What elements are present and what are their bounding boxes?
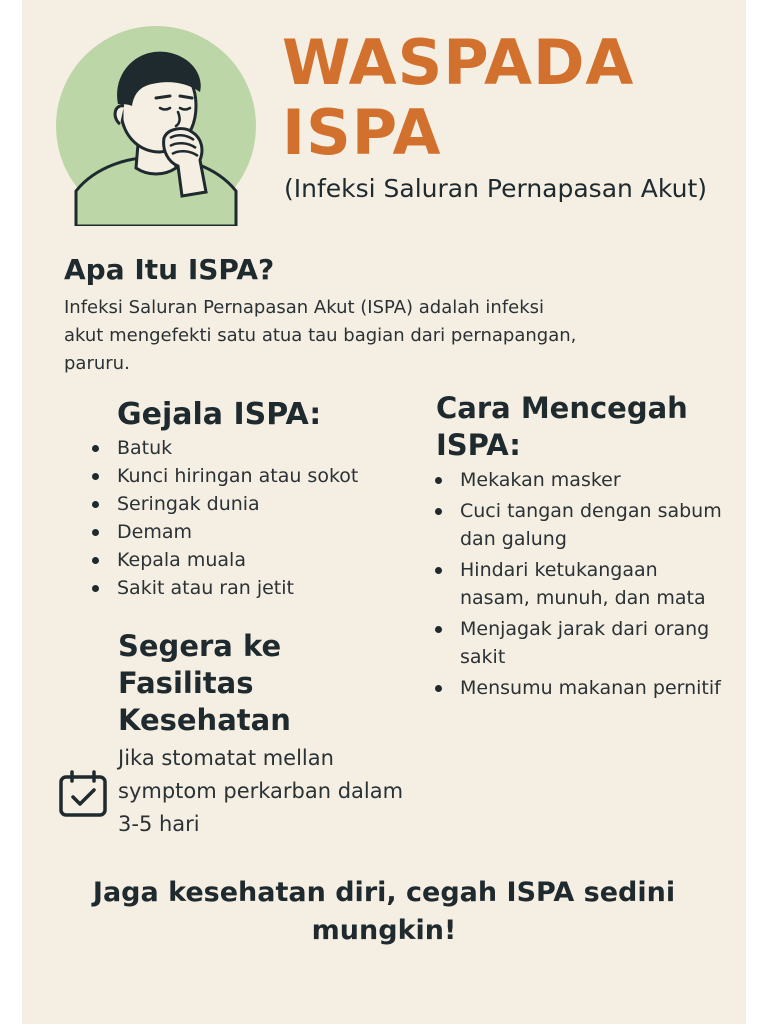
prevention-heading: Cara Mencegah ISPA: — [436, 391, 688, 462]
title-line-1: WASPADA — [282, 26, 635, 99]
page-title — [282, 28, 742, 168]
about-body: Infeksi Saluran Pernapasan Akut (ISPA) adalah infeksi akut mengefekti satu atua tau bagian dari pernapangan, paruru. — [64, 297, 577, 374]
list-item: Hindari ketukangaan nasam, munuh, dan mata — [432, 556, 732, 613]
symptoms-list — [89, 434, 409, 602]
list-item: Menjagak jarak dari orang sakit — [432, 615, 732, 672]
calendar-check-icon — [58, 770, 110, 820]
title-line-2: ISPA — [282, 96, 442, 169]
list-item: Sakit atau ran jetit — [89, 574, 409, 602]
seek-care-body: Jika stomatat mellan symptom perkarban dalam 3-5 hari — [118, 746, 404, 836]
symptoms-heading: Gejala ISPA: — [117, 397, 322, 432]
list-item: Cuci tangan dengan sabum dan galung — [432, 497, 732, 554]
list-item: Batuk — [89, 434, 409, 462]
list-item: Mensumu makanan pernitif — [432, 674, 732, 703]
page-subtitle: (Infeksi Saluran Pernapasan Akut) — [284, 174, 708, 203]
list-item: Kunci hiringan atau sokot — [89, 462, 409, 490]
about-heading: Apa Itu ISPA? — [64, 253, 275, 286]
prevention-list — [432, 466, 732, 704]
footer-message: Jaga kesehatan diri, cegah ISPA sedini mungkin! — [92, 877, 676, 946]
coughing-person-icon — [56, 26, 256, 226]
seek-care-heading: Segera ke Fasilitas Kesehatan — [118, 629, 291, 737]
list-item: Seringak dunia — [89, 490, 409, 518]
list-item: Kepala muala — [89, 546, 409, 574]
list-item: Mekakan masker — [432, 466, 732, 495]
list-item: Demam — [89, 518, 409, 546]
